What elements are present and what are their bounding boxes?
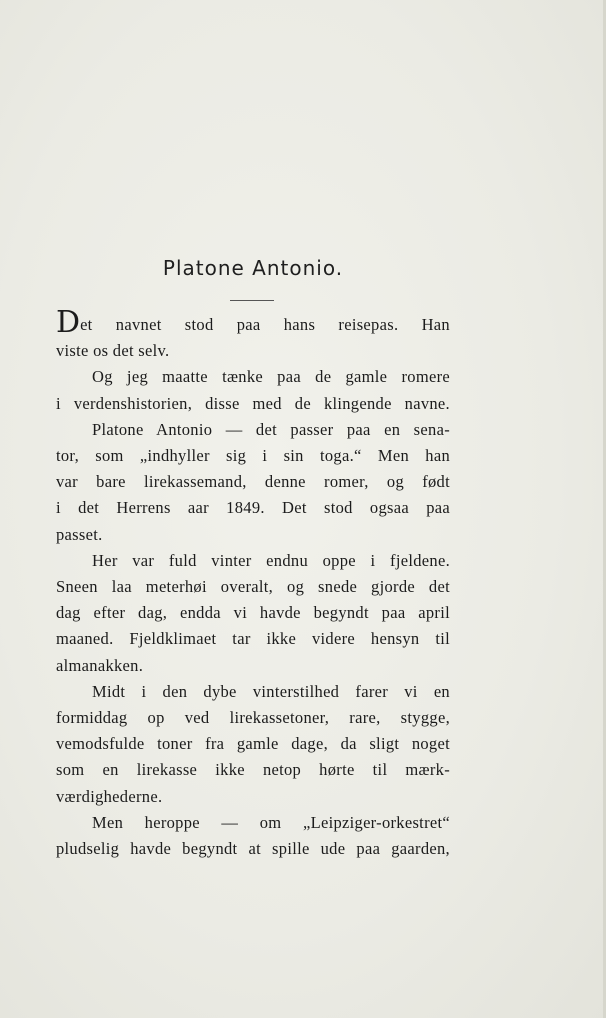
text-line: pludselig havde begyndt at spille ude paa gaarden, [56,839,450,859]
chapter-title: Platone Antonio. [162,256,344,280]
text-line: formiddag op ved lirekassetoner, rare, stygge, [56,708,450,728]
paragraph-1 [56,305,450,364]
text-line: Her var fuld vinter endnu oppe i fjeldene. [92,550,450,570]
text-line: vemodsfulde toner fra gamle dage, da sligt noget [56,734,450,754]
text-line: værdighederne. [56,786,163,806]
text-line: tor, som „indhyller sig i sin toga.“ Men han [56,446,450,466]
text-line: viste os det selv. [56,341,170,361]
text-line: Sneen laa meterhøi overalt, og snede gjorde det [56,577,450,597]
paragraph-2 [56,364,450,416]
body-text [56,305,450,862]
text-line: dag efter dag, endda vi havde begyndt paa april [56,603,450,623]
title-rule [230,300,274,301]
paragraph-3 [56,417,450,548]
paragraph-6 [56,810,450,862]
text-line: Platone Antonio — det passer paa en sena- [92,419,450,439]
text-line-rest: et navnet stod paa hans reisepas. Han [80,315,450,334]
drop-cap: D [56,305,81,340]
paragraph-4 [56,548,450,679]
text-line: som en lirekasse ikke netop hørte til mærk- [56,760,450,780]
paragraph-5 [56,679,450,810]
text-line [56,305,450,340]
text-line: almanakken. [56,655,144,675]
text-line: i det Herrens aar 1849. Det stod ogsaa paa [56,498,450,518]
text-line: i verdenshistorien, disse med de klingende navne. [56,393,450,413]
text-line: Og jeg maatte tænke paa de gamle romere [92,367,450,387]
text-line: var bare lirekassemand, denne romer, og født [56,472,450,492]
text-line: maaned. Fjeldklimaet tar ikke videre hensyn til [56,629,450,649]
text-line: Midt i den dybe vinterstilhed farer vi en [92,681,450,701]
text-line: Men heroppe — om „Leipziger-orkestret“ [92,812,450,832]
text-line: passet. [56,524,103,544]
